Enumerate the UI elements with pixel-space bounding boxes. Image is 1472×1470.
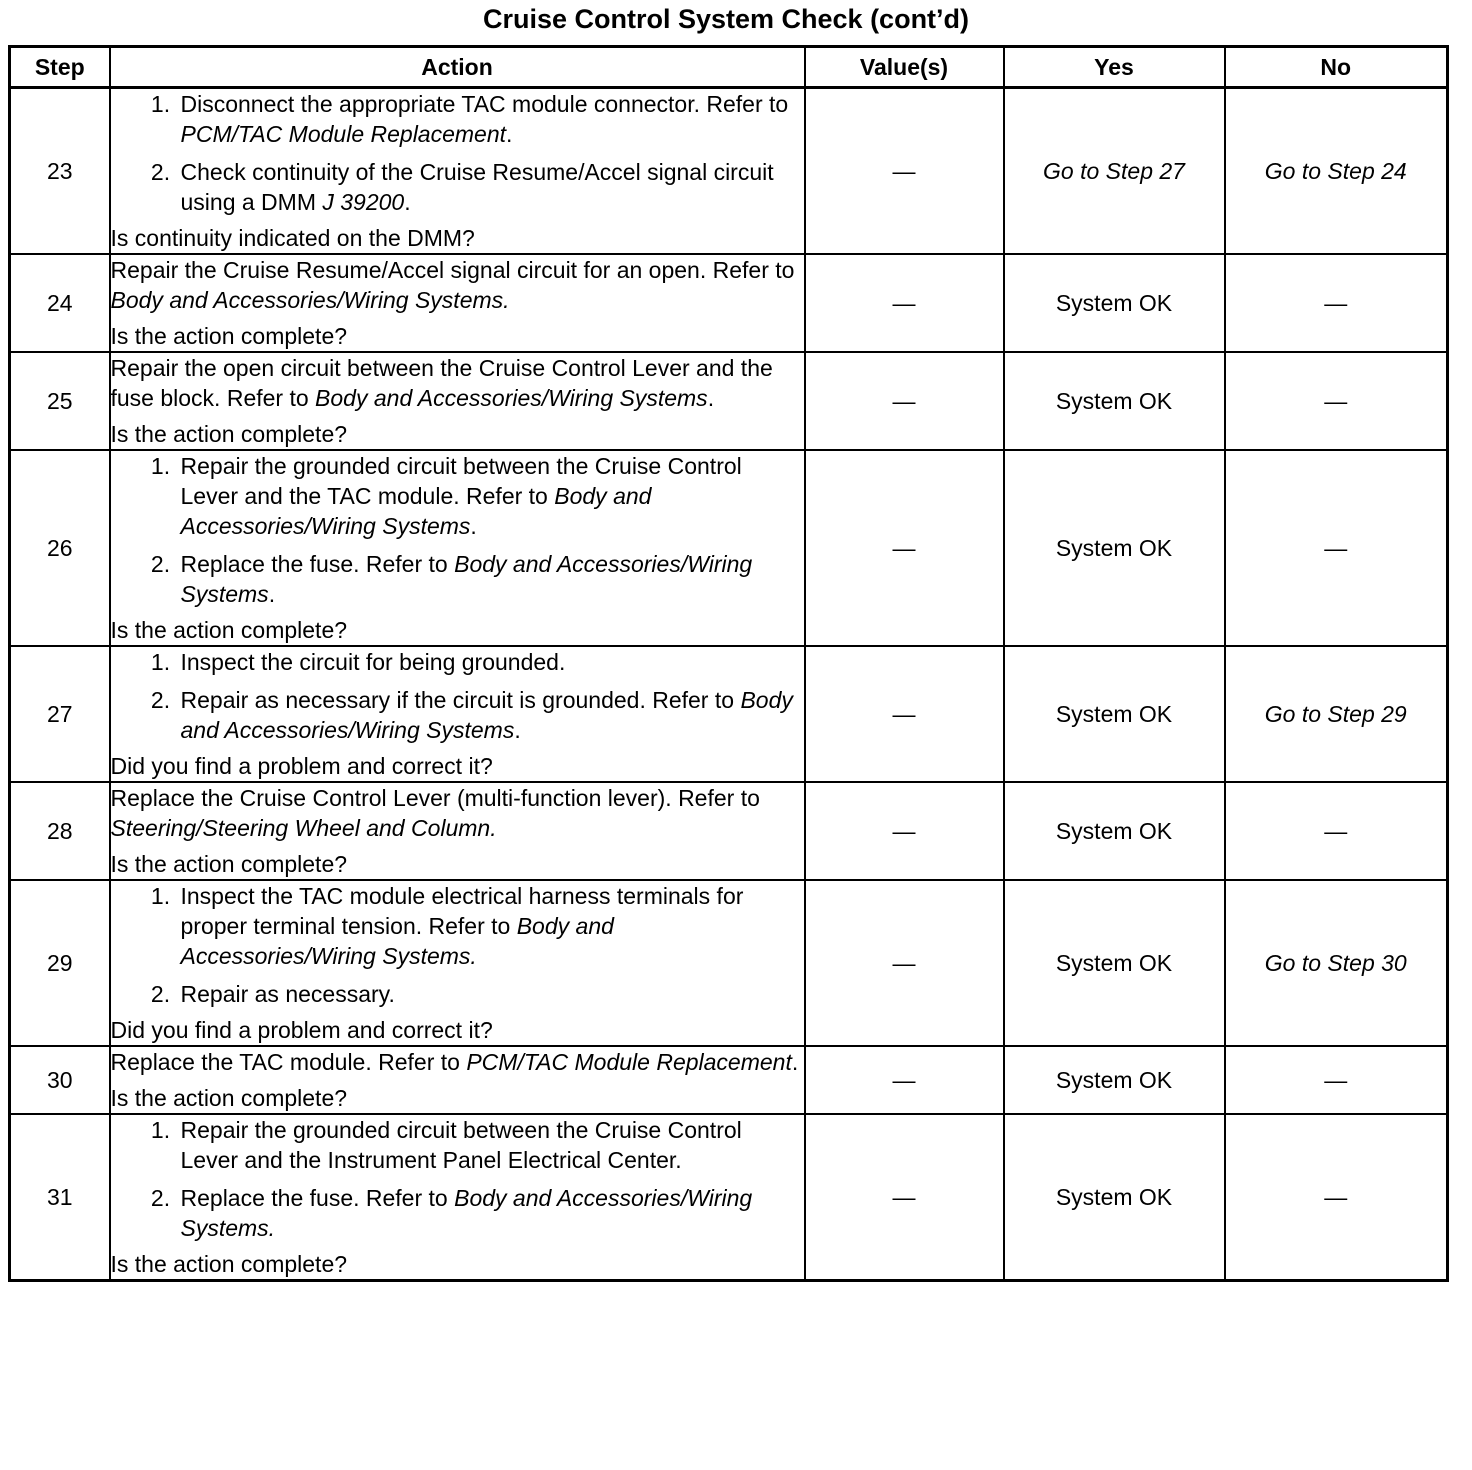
reference-text: PCM/TAC Module Replacement: [180, 121, 507, 147]
action-text-part: .: [707, 385, 715, 411]
action-steps-list: [111, 881, 804, 1009]
yes-cell: System OK: [1004, 646, 1225, 782]
action-cell: [110, 646, 805, 782]
reference-text: Body and Accessories/Wiring Systems.: [110, 287, 510, 313]
action-text-part: Replace the Cruise Control Lever (multi-function lever). Refer to: [110, 785, 760, 811]
table-row: [10, 88, 1448, 255]
step-number: 30: [10, 1046, 110, 1114]
no-cell: Go to Step 29: [1225, 646, 1448, 782]
table-row: [10, 1046, 1448, 1114]
yes-cell: System OK: [1004, 1114, 1225, 1281]
action-text-part: Inspect the circuit for being grounded.: [180, 649, 566, 675]
reference-text: Steering/Steering Wheel and Column.: [110, 815, 497, 841]
step-number: 27: [10, 646, 110, 782]
action-text-part: Check continuity of the Cruise Resume/Accel signal circuit using a DMM: [180, 159, 774, 215]
header-yes: Yes: [1004, 47, 1225, 88]
list-item: [177, 157, 804, 217]
reference-text: J 39200: [322, 189, 405, 215]
no-cell: —: [1225, 450, 1448, 646]
list-item: [177, 647, 804, 677]
action-steps-list: [111, 451, 804, 609]
action-cell: [110, 352, 805, 450]
action-question: Is the action complete?: [110, 421, 348, 447]
no-cell: Go to Step 30: [1225, 880, 1448, 1046]
reference-text: Body and Accessories/Wiring Systems: [180, 551, 753, 607]
table-row: [10, 880, 1448, 1046]
no-cell: —: [1225, 352, 1448, 450]
action-question: Is the action complete?: [110, 617, 348, 643]
list-item: [177, 549, 804, 609]
action-text-part: .: [506, 121, 513, 147]
reference-text: Body and Accessories/Wiring Systems.: [180, 913, 614, 969]
value-cell: —: [805, 782, 1004, 880]
no-cell: —: [1225, 1114, 1448, 1281]
action-text-part: Repair the Cruise Resume/Accel signal circuit for an open. Refer to: [110, 257, 795, 283]
diagnostic-table: [8, 45, 1449, 1282]
reference-text: Body and Accessories/Wiring Systems.: [180, 1185, 753, 1241]
yes-cell: System OK: [1004, 880, 1225, 1046]
list-item: [177, 1183, 804, 1243]
step-number: 24: [10, 254, 110, 352]
action-text-part: Replace the fuse. Refer to: [180, 1185, 455, 1211]
action-question: Did you find a problem and correct it?: [110, 1017, 493, 1043]
yes-cell: System OK: [1004, 1046, 1225, 1114]
action-question: Is the action complete?: [110, 851, 348, 877]
action-steps-list: [111, 89, 804, 217]
reference-text: Body and Accessories/Wiring Systems: [180, 483, 652, 539]
list-item: [177, 685, 804, 745]
reference-text: Body and Accessories/Wiring Systems: [315, 385, 708, 411]
header-row: [10, 47, 1448, 88]
yes-cell: System OK: [1004, 450, 1225, 646]
yes-cell: Go to Step 27: [1004, 88, 1225, 255]
action-steps-list: [111, 647, 804, 745]
action-text-part: Repair the grounded circuit between the Cruise Control Lever and the Instrument Panel Electrical Center.: [180, 1117, 742, 1173]
action-steps-list: [111, 1115, 804, 1243]
value-cell: —: [805, 880, 1004, 1046]
value-cell: —: [805, 646, 1004, 782]
table-row: [10, 646, 1448, 782]
value-cell: —: [805, 450, 1004, 646]
step-number: 31: [10, 1114, 110, 1281]
list-item: [177, 89, 804, 149]
value-cell: —: [805, 254, 1004, 352]
action-question: Is continuity indicated on the DMM?: [110, 225, 475, 251]
value-cell: —: [805, 352, 1004, 450]
action-cell: [110, 88, 805, 255]
action-text: [111, 783, 804, 843]
header-no: No: [1225, 47, 1448, 88]
action-text: [111, 255, 804, 315]
reference-text: Body and Accessories/Wiring Systems: [180, 687, 793, 743]
action-cell: [110, 1114, 805, 1281]
yes-cell: System OK: [1004, 352, 1225, 450]
header-action: Action: [110, 47, 805, 88]
reference-text: PCM/TAC Module Replacement: [466, 1049, 792, 1075]
action-question: Is the action complete?: [110, 1251, 348, 1277]
step-number: 26: [10, 450, 110, 646]
no-cell: —: [1225, 254, 1448, 352]
action-text: [111, 1047, 804, 1077]
table-body: [10, 88, 1448, 1281]
action-text-part: Repair as necessary.: [180, 981, 395, 1007]
table-row: [10, 352, 1448, 450]
value-cell: —: [805, 1046, 1004, 1114]
table-row: [10, 1114, 1448, 1281]
table-row: [10, 450, 1448, 646]
page-title: Cruise Control System Check (cont’d): [482, 4, 970, 34]
list-item: [177, 881, 804, 971]
action-question: Is the action complete?: [110, 1085, 348, 1111]
list-item: [177, 451, 804, 541]
action-text-part: .: [791, 1049, 799, 1075]
action-text-part: Replace the fuse. Refer to: [180, 551, 455, 577]
action-text-part: Inspect the TAC module electrical harness terminals for proper terminal tension. Refer to: [180, 883, 744, 939]
table-row: [10, 782, 1448, 880]
action-text: [111, 353, 804, 413]
header-step: Step: [10, 47, 110, 88]
action-text-part: Replace the TAC module. Refer to: [110, 1049, 467, 1075]
action-question: Is the action complete?: [110, 323, 348, 349]
table-row: [10, 254, 1448, 352]
no-cell: Go to Step 24: [1225, 88, 1448, 255]
yes-cell: System OK: [1004, 254, 1225, 352]
action-question: Did you find a problem and correct it?: [110, 753, 493, 779]
action-cell: [110, 1046, 805, 1114]
action-text-part: .: [514, 717, 521, 743]
list-item: [177, 979, 804, 1009]
header-values: Value(s): [805, 47, 1004, 88]
action-text-part: Repair the grounded circuit between the Cruise Control Lever and the TAC module. Refer to: [180, 453, 742, 509]
action-text-part: Disconnect the appropriate TAC module connector. Refer to: [180, 91, 789, 117]
action-text-part: Repair as necessary if the circuit is grounded. Refer to: [180, 687, 741, 713]
yes-cell: System OK: [1004, 782, 1225, 880]
value-cell: —: [805, 88, 1004, 255]
no-cell: —: [1225, 1046, 1448, 1114]
action-text-part: .: [404, 189, 411, 215]
no-cell: —: [1225, 782, 1448, 880]
step-number: 28: [10, 782, 110, 880]
action-text-part: .: [470, 513, 477, 539]
value-cell: —: [805, 1114, 1004, 1281]
action-cell: [110, 782, 805, 880]
action-cell: [110, 254, 805, 352]
action-cell: [110, 450, 805, 646]
step-number: 25: [10, 352, 110, 450]
list-item: [177, 1115, 804, 1175]
action-cell: [110, 880, 805, 1046]
step-number: 23: [10, 88, 110, 255]
step-number: 29: [10, 880, 110, 1046]
action-text-part: Repair the open circuit between the Cruise Control Lever and the fuse block. Refer to: [110, 355, 773, 411]
action-text-part: .: [268, 581, 276, 607]
